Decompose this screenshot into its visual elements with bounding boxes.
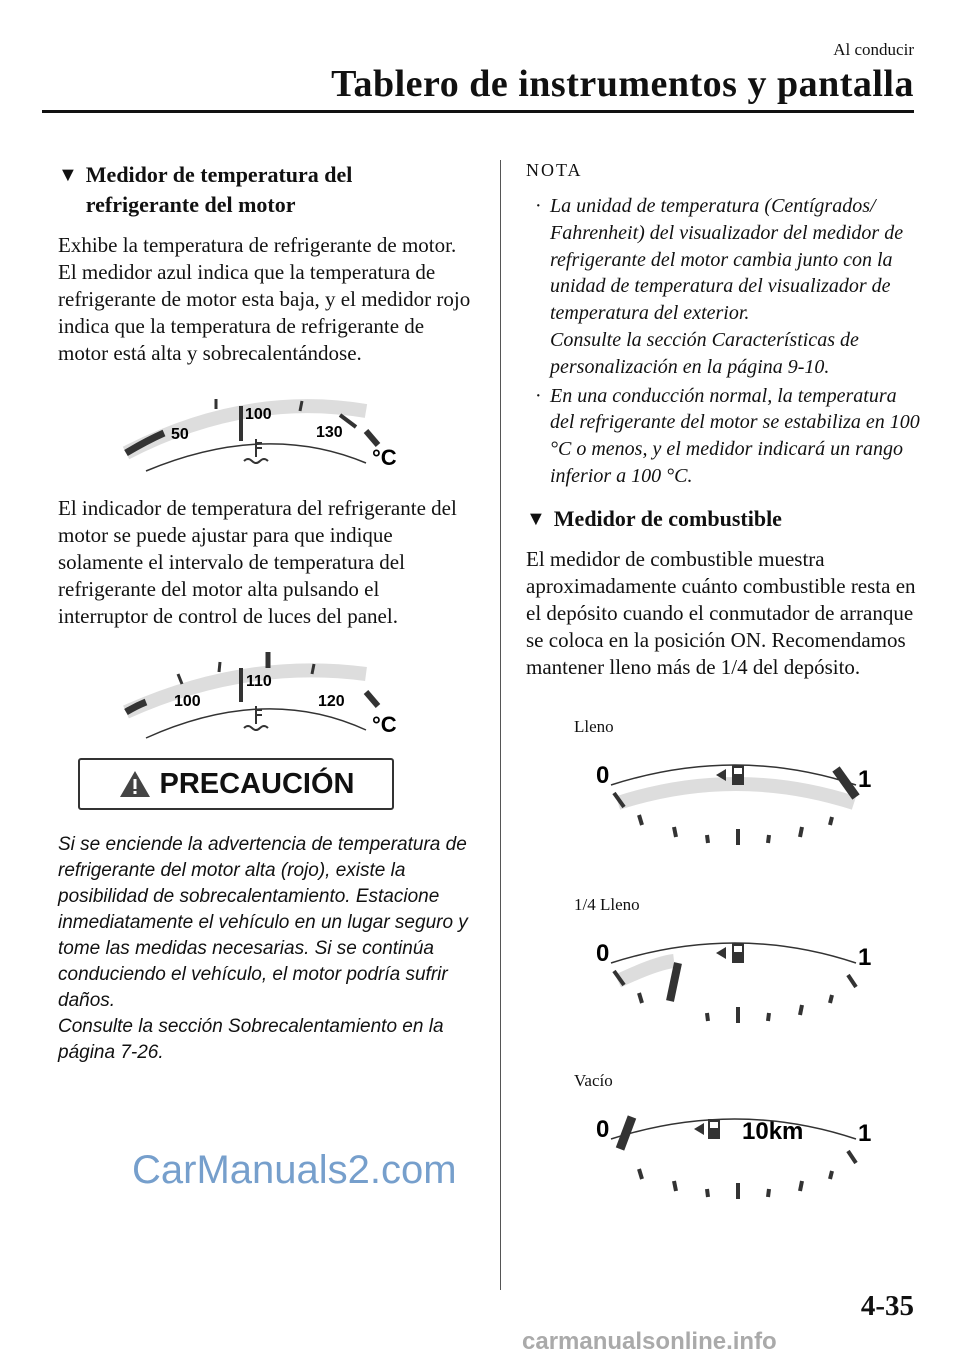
triangle-icon: ▼ (526, 507, 546, 530)
coolant-paragraph-1: Exhibe la temperatura de refrigerante de motor. El medidor azul indica que la temperatura de refrigerante de motor esta baja, y el medidor rojo indica que la temperatura de refrigerante de motor está alta y sobrecalentándose. (58, 233, 471, 365)
note-2-text: En una conducción normal, la temperatura del refrigerante del motor se estabiliza en 100 °C o menos, y el medidor indicará un rango inferior a 100 °C. (550, 384, 920, 487)
fuel-one-label: 1 (858, 765, 872, 793)
fuel-gauge-full (566, 745, 906, 855)
watermark-carmanuals2: CarManuals2.com (132, 1148, 457, 1192)
warning-icon (118, 769, 152, 799)
temperature-gauge-1 (116, 381, 416, 481)
heading-line-1: Medidor de temperatura del (85, 162, 353, 187)
triangle-icon: ▼ (58, 164, 78, 186)
header-rule (42, 110, 914, 113)
fuel-range-readout: 10km (742, 1117, 804, 1145)
header-section: Al conducir (833, 40, 914, 59)
page-title: Tablero de instrumentos y pantalla (331, 63, 914, 105)
bullet: · (535, 195, 541, 217)
fuel-heading (526, 504, 926, 534)
column-divider (500, 160, 501, 1290)
page-number: 4-35 (860, 1290, 914, 1322)
gauge1-high-label: 130 (316, 424, 343, 441)
fuel-gauge-empty (566, 1099, 906, 1209)
fuel-full-label: Lleno (574, 716, 614, 736)
bullet: · (535, 384, 541, 407)
note-1-text: La unidad de temperatura (Centígrados/ Fahrenheit) del visualizador del medidor de refrigerante del motor cambia junto con la unidad de temperatura del visualizador de temperatura del exterior. (550, 195, 904, 325)
fuel-one-label: 1 (858, 943, 872, 971)
gauge2-high-label: 120 (318, 693, 345, 710)
caution-reference: Consulte la sección Sobrecalentamiento en la página 7-26. (58, 1016, 444, 1063)
gauge1-mid-label: 100 (245, 406, 272, 423)
gauge2-mid-label: 110 (246, 673, 272, 690)
caution-text: Si se enciende la advertencia de temperatura de refrigerante del motor alta (rojo), existe la posibilidad de sobrecalentamiento. Estacione inmediatamente el vehículo en un lugar seguro y tome las medidas necesarias. Si se continúa conduciendo el vehículo, el motor podría sufrir daños. (58, 834, 468, 1011)
coolant-paragraph-2: El indicador de temperatura del refrigerante del motor se puede ajustar para que indique solamente el intervalo de temperatura del refrigerante del motor alta pulsando el interruptor de control de luces del panel. (58, 496, 457, 628)
gauge2-low-label: 100 (174, 693, 201, 710)
fuel-zero-label: 0 (596, 939, 610, 967)
gauge2-unit: °C (372, 712, 397, 737)
fuel-quarter-label: 1/4 Lleno (574, 894, 640, 914)
note-label: NOTA (526, 160, 583, 180)
watermark-carmanualsonline: carmanualsonline.info (522, 1328, 777, 1355)
heading-line-2: refrigerante del motor (85, 192, 296, 217)
gauge1-unit: °C (372, 445, 397, 470)
fuel-pump-icon (694, 1119, 720, 1139)
fuel-zero-label: 0 (596, 1115, 610, 1143)
caution-title: PRECAUCIÓN (159, 767, 355, 800)
fuel-zero-label: 0 (596, 761, 610, 789)
fuel-heading-text: Medidor de combustible (553, 505, 782, 531)
note-item-2 (526, 383, 926, 490)
fuel-paragraph: El medidor de combustible muestra aproximadamente cuánto combustible resta en el depósito cuando el conmutador de arranque se coloca en la posición ON. Recomendamos mantener lleno más de 1/4 del depósito. (526, 546, 916, 679)
fuel-gauge-quarter (566, 923, 906, 1033)
left-column (58, 160, 474, 1066)
right-column (526, 160, 926, 1209)
coolant-heading (58, 160, 474, 220)
temperature-gauge-2 (116, 644, 416, 744)
coolant-temperature-icon (244, 439, 268, 463)
caution-box (78, 758, 394, 810)
note-1-reference: Consulte la sección Características de personalización en la página 9-10. (550, 328, 859, 378)
fuel-one-label: 1 (858, 1119, 872, 1147)
gauge1-low-label: 50 (171, 426, 189, 443)
note-item-1 (526, 193, 926, 381)
fuel-empty-label: Vacío (574, 1070, 613, 1090)
fuel-pump-icon (716, 943, 744, 963)
